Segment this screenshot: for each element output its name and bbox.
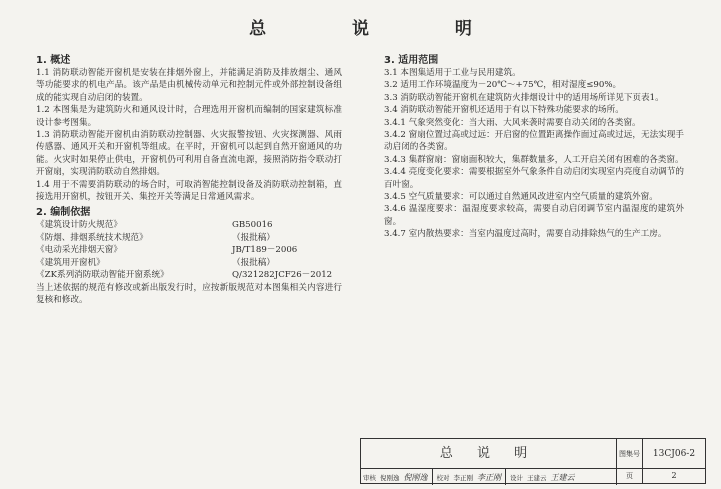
citation-name: 《ZK系列消防联动智能开窗系统》	[36, 270, 169, 281]
citation-row	[36, 219, 342, 231]
citation-row	[36, 257, 342, 269]
scope-item: 3.4.5 空气质量要求：可以通过自然通风改进室内空气质量的建筑外窗。	[384, 192, 658, 203]
scope-item: 3.4.4 亮度变化要求：需要根据室外气象条件自动启闭实现室内亮度自动调节的百叶窗。	[384, 167, 684, 190]
scope-item: 3.4.6 温湿度要求：温湿度要求较高，需要自动启闭调节室内温湿度的建筑外窗。	[384, 204, 684, 227]
citation-code: GB50016	[232, 220, 273, 231]
signature-row	[361, 469, 617, 485]
paragraph-1-2: 1.2 本图集是为建筑防火和通风设计时，合理选用开窗机而编制的国家建筑标准设计参考图集。	[36, 105, 342, 128]
section-1-heading: 1. 概述	[36, 55, 71, 66]
citation-row	[36, 269, 342, 281]
title-block-title: 总 说 明	[361, 439, 617, 469]
check-name: 李正刚	[453, 473, 473, 482]
review-label: 审核	[363, 473, 376, 482]
scope-item: 3.1 本图集适用于工业与民用建筑。	[384, 68, 521, 78]
citation-name: 《防烟、排烟系统技术规范》	[36, 232, 148, 243]
section-2-note: 当上述依据的规范有修改或新出版发行时，应按新版规范对本图集相关内容进行复核和修改。	[36, 282, 342, 305]
design-name: 王建云	[527, 473, 547, 482]
scope-item: 3.3 消防联动智能开窗机在建筑防火排烟设计中的适用场所详见下页表1。	[384, 92, 664, 103]
design-label: 设计	[510, 473, 523, 482]
paragraph-1-3: 1.3 消防联动智能开窗机由消防联动控制器、火灾报警按钮、火灾探测器、风雨传感器、通风开关和开窗机等组成。在平时，开窗机可以起到自然开窗通风的功能。火灾时如果停止供电，开窗机仍可利用自备直流电源，接照消防指令联动打开窗扇，实现消防联动自然排烟。	[36, 130, 342, 178]
left-column	[36, 54, 342, 306]
citation-code: Q/321282JCF26－2012	[232, 270, 333, 281]
page-number: 2	[671, 471, 677, 480]
citation-name: 《电动采光排烟天窗》	[36, 245, 122, 256]
section-3-heading: 3. 适用范围	[384, 55, 439, 66]
page-title: 总 说 明	[249, 19, 512, 39]
paragraph-1-1: 1.1 消防联动智能开窗机是安装在排烟外窗上，并能满足消防及排放烟尘、通风等功能要求的机电产品。该产品是由机械传动单元和控制元件或外部控制设备组成的能实现自动启闭的装置。	[36, 68, 342, 103]
right-column	[384, 54, 684, 241]
scope-item: 3.4.1 气象突然变化：当大雨、大风来袭时需要自动关闭的各类窗。	[384, 117, 641, 128]
title-block	[360, 438, 706, 484]
page-label: 页	[617, 469, 643, 483]
atlas-number: 13CJ06-2	[643, 439, 705, 469]
citation-name: 《建筑用开窗机》	[36, 257, 105, 268]
check-label: 校对	[436, 473, 450, 482]
scope-item: 3.2 适用工作环境温度为－20℃～+75℃，相对湿度≤90%。	[384, 80, 622, 91]
atlas-label: 图集号	[617, 439, 643, 469]
paragraph-1-4: 1.4 用于不需要消防联动的场合时，可取消智能控制设备及消防联动控制箱，直接选用开窗机，按钮开关、集控开关等满足日常通风需求。	[36, 179, 342, 203]
divider	[505, 469, 506, 485]
scope-item: 3.4.2 窗扇位置过高或过远：开启窗的位置距离操作面过高或过远，无法实现手动启闭的各类窗。	[384, 130, 684, 153]
check-signature: 李正刚	[477, 472, 501, 482]
citation-name: 《建筑设计防火规范》	[36, 220, 122, 231]
design-signature: 王建云	[550, 472, 575, 482]
review-name: 倪刚逸	[380, 473, 400, 482]
scope-item: 3.4.3 集群窗扇：窗扇面积较大，集群数量多，人工开启关闭有困难的各类窗。	[384, 154, 684, 165]
citation-row	[36, 232, 342, 244]
citation-row	[36, 244, 342, 256]
citation-code: JB/T189－2006	[232, 245, 298, 256]
section-2-heading: 2. 编制依据	[36, 207, 91, 219]
scope-item: 3.4 消防联动智能开窗机还适用于有以下特殊功能要求的场所。	[384, 105, 624, 116]
review-signature: 倪刚逸	[403, 472, 428, 482]
scope-item: 3.4.7 室内散热要求：当室内温度过高时，需要自动排除热气的生产工房。	[384, 229, 667, 240]
divider	[432, 469, 433, 485]
citation-code: （报批稿）	[232, 232, 275, 243]
citation-code: （报批稿）	[232, 257, 275, 268]
